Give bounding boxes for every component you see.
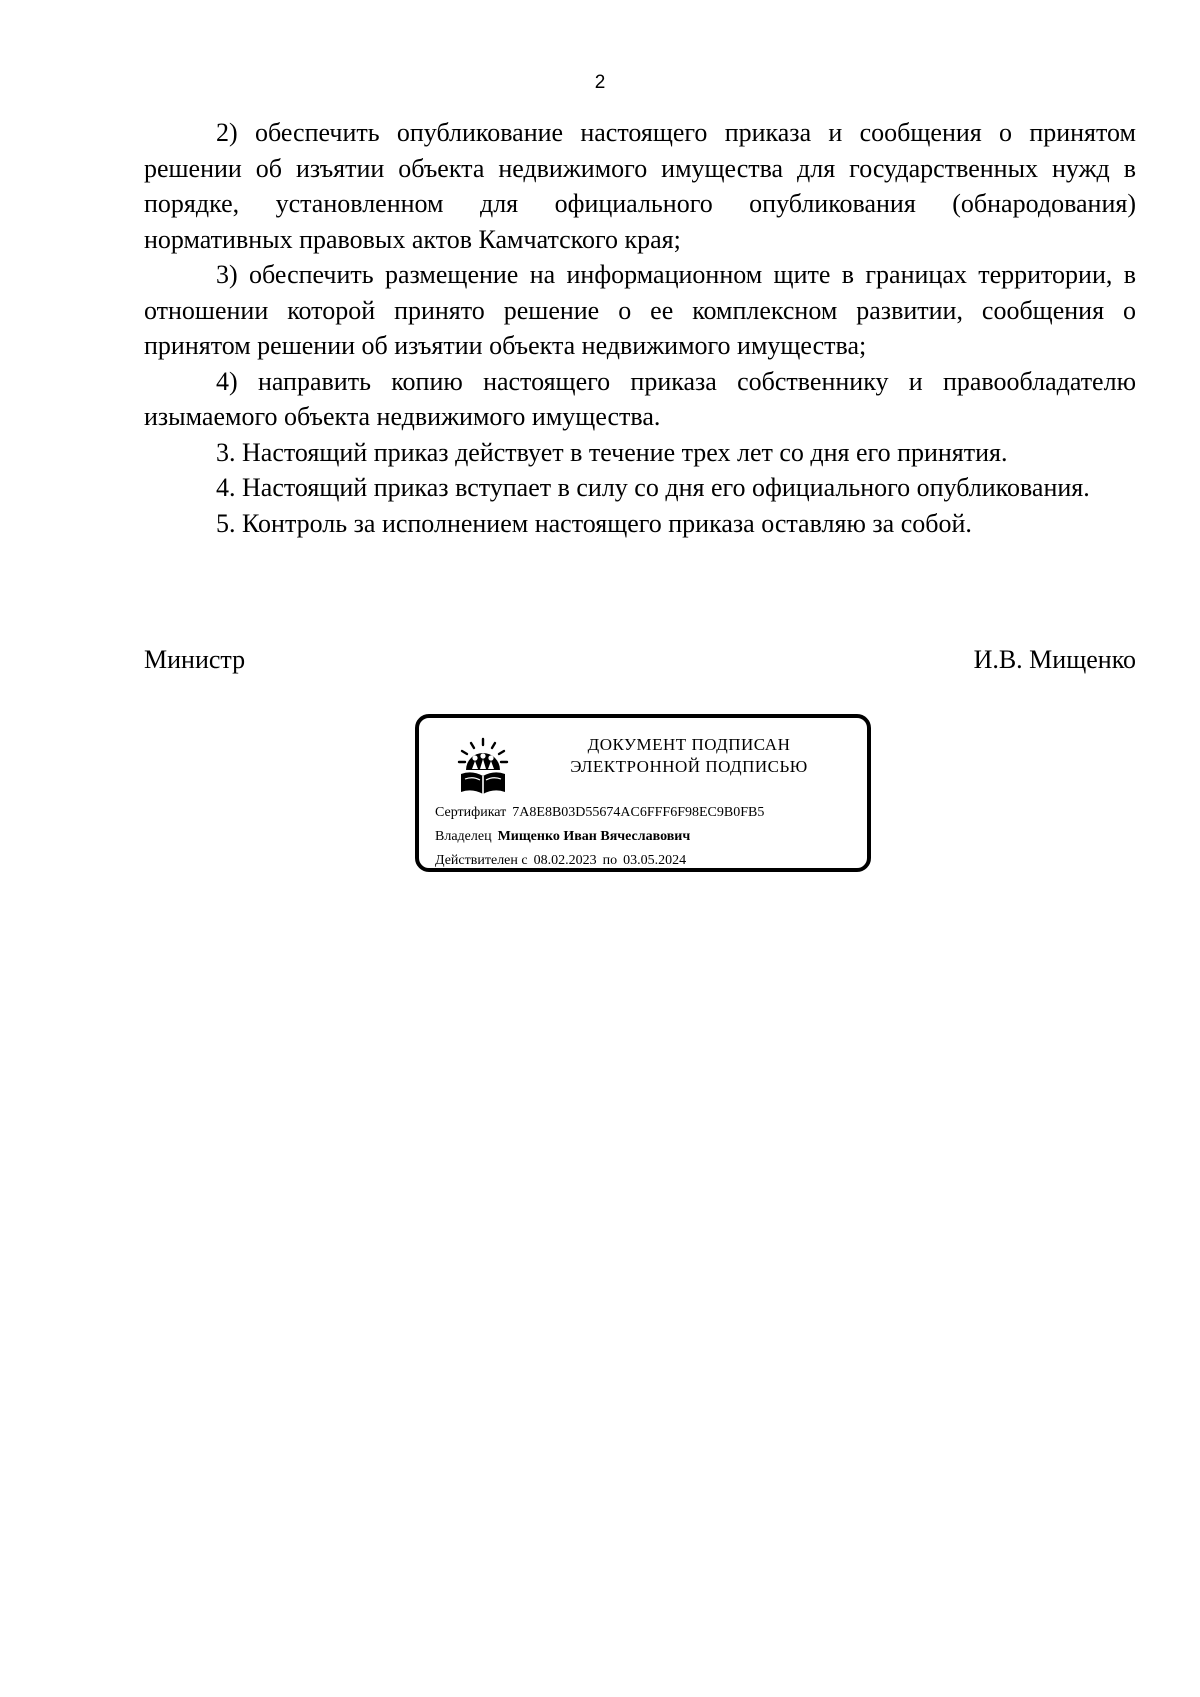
stamp-title — [519, 734, 859, 778]
signatory-name: И.В. Мищенко — [973, 645, 1136, 674]
document-body — [144, 115, 1136, 541]
paragraph-point-3: 3. Настоящий приказ действует в течение трех лет со дня его принятия. — [216, 437, 1008, 467]
stamp-certificate-line — [435, 804, 764, 822]
certificate-value: 7A8E8B03D55674AC6FFF6F98EC9B0FB5 — [512, 805, 765, 820]
stamp-title-line-2: ЭЛЕКТРОННОЙ ПОДПИСЬЮ — [570, 757, 808, 776]
valid-to-label: по — [602, 853, 618, 868]
stamp-title-line-1: ДОКУМЕНТ ПОДПИСАН — [587, 735, 791, 754]
valid-from-date: 08.02.2023 — [533, 853, 597, 868]
paragraph-point-5: 5. Контроль за исполнением настоящего приказа оставляю за собой. — [216, 508, 972, 538]
certificate-label: Сертификат — [435, 805, 507, 820]
owner-value: Мищенко Иван Вячеславович — [497, 829, 691, 844]
electronic-signature-stamp — [415, 714, 871, 872]
signatory-role: Министр — [144, 645, 246, 674]
valid-from-label: Действителен с — [435, 853, 528, 868]
stamp-validity-line — [435, 852, 686, 870]
paragraph-item-3: 3) обеспечить размещение на информационном щите в границах территории, в отношении которой принято решение о ее комплексном развитии, сообщения о принятом решении об изъятии объекта недвижимого имущества; — [144, 260, 1136, 360]
paragraph-point-4: 4. Настоящий приказ вступает в силу со дня его официального опубликования. — [216, 473, 1090, 502]
owner-label: Владелец — [435, 829, 492, 844]
kamchatka-emblem-icon — [457, 736, 509, 800]
paragraph-item-4: 4) направить копию настоящего приказа собственнику и правообладателю изымаемого объекта недвижимого имущества. — [144, 366, 1136, 431]
valid-to-date: 03.05.2024 — [623, 853, 687, 868]
page-number: 2 — [594, 72, 606, 93]
paragraph-item-2: 2) обеспечить опубликование настоящего приказа и сообщения о принятом решении об изъятии объекта недвижимого имущества для государственных нужд в порядке, установленном для официального опубликования (обнародования) нормативных правовых актов Камчатского края; — [144, 118, 1136, 254]
stamp-owner-line — [435, 828, 690, 846]
